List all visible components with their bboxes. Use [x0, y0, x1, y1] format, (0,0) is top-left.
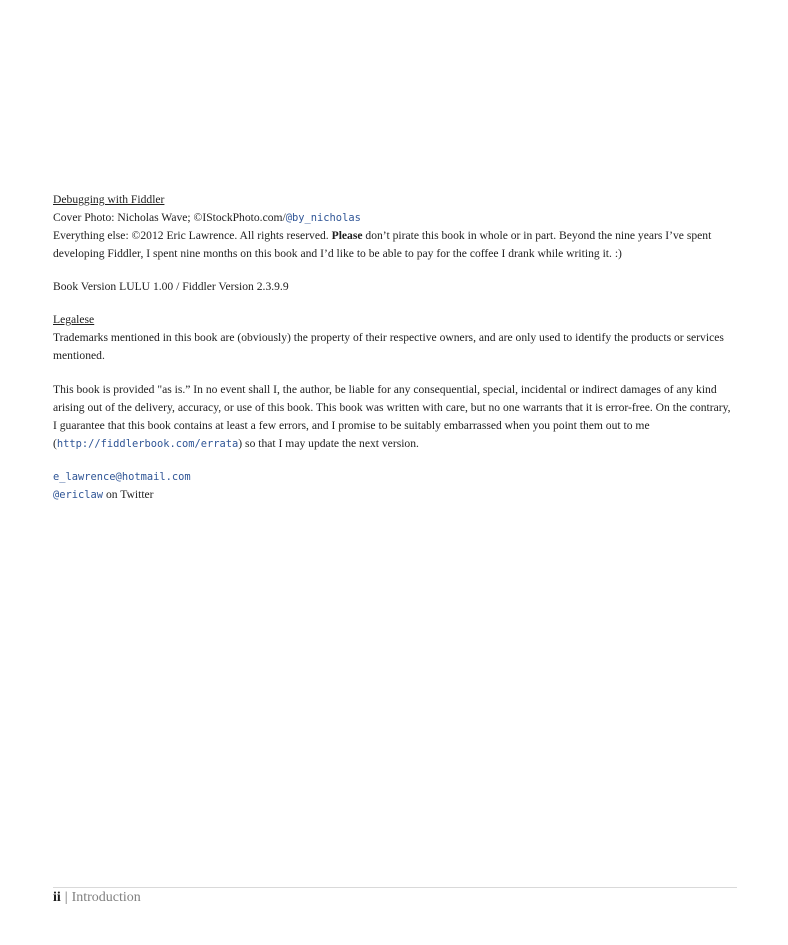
twitter-suffix: on Twitter: [103, 488, 154, 501]
disclaimer-suffix: ) so that I may update the next version.: [238, 437, 419, 450]
email-link[interactable]: e_lawrence@hotmail.com: [53, 471, 191, 483]
errata-link[interactable]: http://fiddlerbook.com/errata: [56, 438, 239, 450]
disclaimer-prefix: This book is provided "as is.” In no event shall I, the author, be liable for any consequential, special, incidental or indirect damages of any kind arising out of the delivery, accuracy, or use of this book. This book was written with care, but no one warrants that it is error-free. On the contrary, I guarantee that this book contains at least a few errors, and I promise to be suitably embarrassed when you point them out to me (: [53, 383, 731, 450]
twitter-line: [53, 486, 733, 504]
page-content: [53, 191, 733, 504]
copyright-notice: [53, 227, 733, 263]
page-footer: [53, 888, 141, 908]
twitter-link[interactable]: @ericlaw: [53, 489, 104, 501]
cover-credit: [53, 209, 733, 227]
disclaimer-paragraph: [53, 381, 733, 453]
cover-photo-link[interactable]: @by_nicholas: [285, 212, 361, 224]
footer-separator: |: [64, 890, 68, 905]
legal-heading: [53, 311, 733, 329]
footer-divider: [53, 887, 737, 888]
book-title: [53, 191, 733, 209]
legal-heading-text: Legalese: [53, 313, 95, 326]
copyright-prefix: Everything else: ©2012 Eric Lawrence. All rights reserved.: [53, 229, 332, 242]
copyright-rest: don’t pirate this book in whole or in part. Beyond the nine years I’ve spent developing Fiddler, I spent nine months on this book and I’d like to be able to pay for the coffee I drank while writing it. :): [53, 229, 712, 260]
book-title-text: Debugging with Fiddler: [53, 193, 165, 206]
footer-section-title: Introduction: [71, 890, 141, 905]
book-version: Book Version LULU 1.00 / Fiddler Version 2.3.9.9: [53, 280, 289, 293]
trademarks-paragraph: Trademarks mentioned in this book are (obviously) the property of their respective owners, and are only used to identify the products or services mentioned.: [53, 331, 724, 362]
page-number: ii: [53, 890, 61, 905]
cover-credit-text: Cover Photo: Nicholas Wave; ©IStockPhoto.com/: [53, 211, 286, 224]
copyright-emphasis: Please: [331, 229, 363, 242]
contact-email-line: [53, 468, 733, 486]
